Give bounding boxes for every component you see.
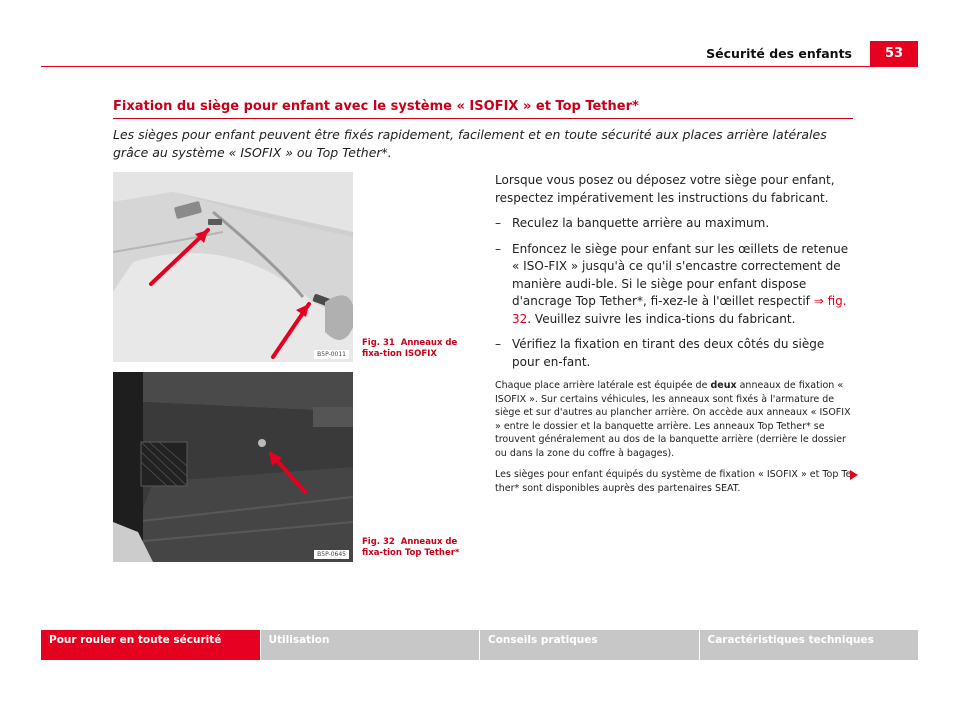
note-text: Chaque place arrière latérale est équipée de — [495, 380, 711, 391]
footer-tab-caracteristiques[interactable]: Caractéristiques techniques — [700, 630, 919, 660]
figure-caption — [362, 338, 472, 360]
section-title: Fixation du siège pour enfant avec le système « ISOFIX » et Top Tether* — [113, 99, 639, 114]
step-item — [495, 215, 855, 233]
figure-isofix-photo — [113, 172, 353, 362]
section-rule — [113, 118, 853, 119]
step-text: Enfoncez le siège pour enfant sur les œillets de retenue « ISO-FIX » jusqu'à ce qu'il s'encastre correctement de manière audi-ble. Si le siège pour enfant dispose d'ancrage Top Tether*, fi-xez-le à l'œillet respectif — [512, 241, 849, 308]
dash-marker: – — [495, 337, 501, 351]
note-text: anneaux de fixation « ISOFIX ». Sur certains véhicules, les anneaux sont fixés à l'armature de siège et sur d'autres au plancher arrière. On accède aux anneaux « ISOFIX » entre le dossier et la banquette arrière. Les anneaux Top Tether* se trouvent généralement au dos de la banquette arrière (derrière le dossier ou dans la zone du coffre à bagages). — [495, 380, 851, 459]
step-item — [495, 241, 855, 329]
note-paragraph: Les sièges pour enfant équipés du système de fixation « ISOFIX » et Top Te-ther* sont disponibles auprès des partenaires SEAT. — [495, 469, 855, 494]
figure-top-tether-photo — [113, 372, 353, 562]
step-item — [495, 336, 855, 371]
footer-tab-conseils[interactable]: Conseils pratiques — [480, 630, 699, 660]
note-paragraph — [495, 379, 855, 460]
header-rule — [41, 66, 918, 67]
figure-code: B5P-0011 — [314, 350, 349, 359]
step-text: Reculez la banquette arrière au maximum. — [512, 216, 770, 230]
running-header-title: Sécurité des enfants — [706, 46, 852, 61]
step-text: . Veuillez suivre les indica-tions du fabricant. — [527, 311, 796, 326]
notes — [495, 379, 855, 495]
caption-text: Anneaux de fixa-tion Top Tether* — [362, 537, 460, 558]
step-text: Vérifiez la fixation en tirant des deux côtés du siège pour en-fant. — [512, 337, 825, 369]
footer-tab-utilisation[interactable]: Utilisation — [261, 630, 480, 660]
dash-marker: – — [495, 241, 501, 256]
dash-marker: – — [495, 216, 501, 230]
figure-reference-link[interactable]: ⇒ fig. 32 — [512, 294, 847, 326]
figure-code: B5P-0645 — [314, 550, 349, 559]
footer-nav — [41, 630, 918, 660]
figure-caption — [362, 537, 472, 559]
note-emphasis: deux — [710, 380, 737, 391]
footer-tab-securite[interactable]: Pour rouler en toute sécurité — [41, 630, 260, 660]
caption-label: Fig. 31 — [362, 338, 395, 348]
continue-arrow-icon — [850, 470, 858, 480]
caption-label: Fig. 32 — [362, 537, 395, 547]
caption-text: Anneaux de fixa-tion ISOFIX — [362, 338, 458, 359]
body-paragraph: Lorsque vous posez ou déposez votre siège pour enfant, respectez impérativement les instructions du fabricant. — [495, 173, 835, 205]
body-text-column — [495, 172, 855, 503]
section-intro: Les sièges pour enfant peuvent être fixés rapidement, facilement et en toute sécurité aux places arrière latérales grâce au système « ISOFIX » ou Top Tether*. — [113, 127, 827, 160]
page-number: 53 — [870, 41, 918, 66]
